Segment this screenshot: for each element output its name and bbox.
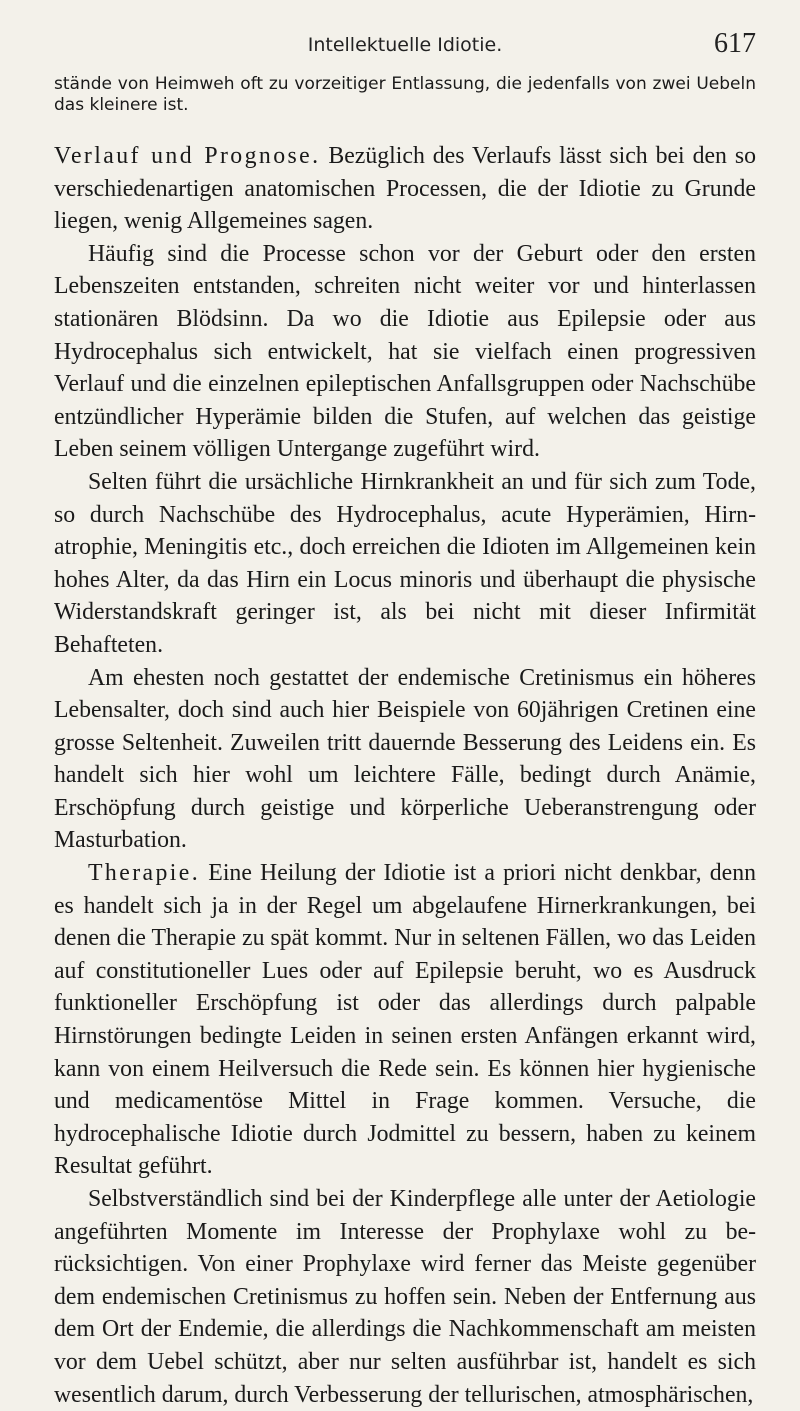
paragraph-text: Eine Heilung der Idiotie ist a priori nicht denkbar, denn es handelt sich ja in der Regel um abgelaufene Hirnerkrankungen, bei denen die Therapie zu spät kommt. Nur in seltenen Fällen, wo das Leiden auf constitutioneller Lues oder auf Epilepsie beruht, wo es Ausdruck funktioneller Erschöpfung ist oder das allerdings durch palpable Hirnstörungen bedingte Leiden in seinen ersten Anfängen erkannt wird, kann von einem Heilversuch die Rede sein. Es können hier hygienische und medicamentöse Mittel in Frage kommen. Versuche, die hydrocephalische Idiotie durch Jodmittel zu bessern, haben zu keinem Resultat geführt.	[54, 860, 756, 1180]
book-page	[54, 0, 756, 1408]
running-header	[54, 28, 756, 62]
paragraph: Selbstverständlich sind bei der Kinderpflege alle unter der Aetiologie angeführten Momente im Interesse der Prophylaxe wohl zu berücksichtigen. Von einer Prophylaxe wird ferner das Meiste gegenüber dem endemischen Cretinismus zu hoffen sein. Neben der Entfernung aus dem Ort der Endemie, die allerdings die Nachkommenschaft am meisten vor dem Uebel schützt, aber nur selten ausführbar ist, handelt es sich wesentlich darum, durch Verbesserung der tellurischen, atmosphärischen,	[54, 1186, 756, 1408]
body-text	[54, 74, 756, 1411]
page-number: 617	[714, 28, 756, 59]
section-heading-verlauf: Verlauf und Prognose.	[54, 143, 321, 169]
paragraph: Am ehesten noch gestattet der endemische Cretinismus ein höheres Lebensalter, doch sind auch hier Beispiele von 60jährigen Cretinen eine grosse Seltenheit. Zuweilen tritt dauernde Besserung des Leidens ein. Es handelt sich hier wohl um leichtere Fälle, bedingt durch Anämie, Erschöpfung durch geistige und körperliche Ueberanstrengung oder Masturbation.	[54, 664, 756, 854]
section-heading-therapie: Therapie.	[88, 860, 201, 887]
paragraph: Häufig sind die Processe schon vor der Geburt oder den ersten Lebenszeiten entstanden, schreiten nicht weiter vor und hinterlassen stationären Blödsinn. Da wo die Idiotie aus Epilepsie oder aus Hydrocephalus sich entwickelt, hat sie vielfach einen progressiven Verlauf und die einzelnen epileptischen Anfallsgruppen oder Nachschübe entzündlicher Hyperämie bilden die Stufen, auf welchen das geistige Leben seinem völligen Untergange zugeführt wird.	[54, 240, 756, 463]
continued-paragraph: stände von Heimweh oft zu vorzeitiger Entlassung, die jedenfalls von zwei Uebeln das kleinere ist.	[54, 74, 756, 115]
running-title: Intellektuelle Idiotie.	[307, 34, 503, 56]
paragraph-verlauf-intro	[54, 140, 756, 238]
paragraph-text: Bezüglich des Verlaufs lässt sich bei den so verschiedenartigen anatomischen Processen, die der Idiotie zu Grunde liegen, wenig Allgemeines sagen.	[54, 143, 756, 235]
paragraph: Selten führt die ursächliche Hirnkrankheit an und für sich zum Tode, so durch Nachschübe des Hydrocephalus, acute Hyperämien, Hirnatrophie, Meningitis etc., doch erreichen die Idioten im Allgemeinen kein hohes Alter, da das Hirn ein Locus minoris und überhaupt die physische Widerstandskraft geringer ist, als bei nicht mit dieser Infirmität Behafteten.	[54, 468, 756, 658]
paragraph-therapie-intro	[54, 857, 756, 1183]
